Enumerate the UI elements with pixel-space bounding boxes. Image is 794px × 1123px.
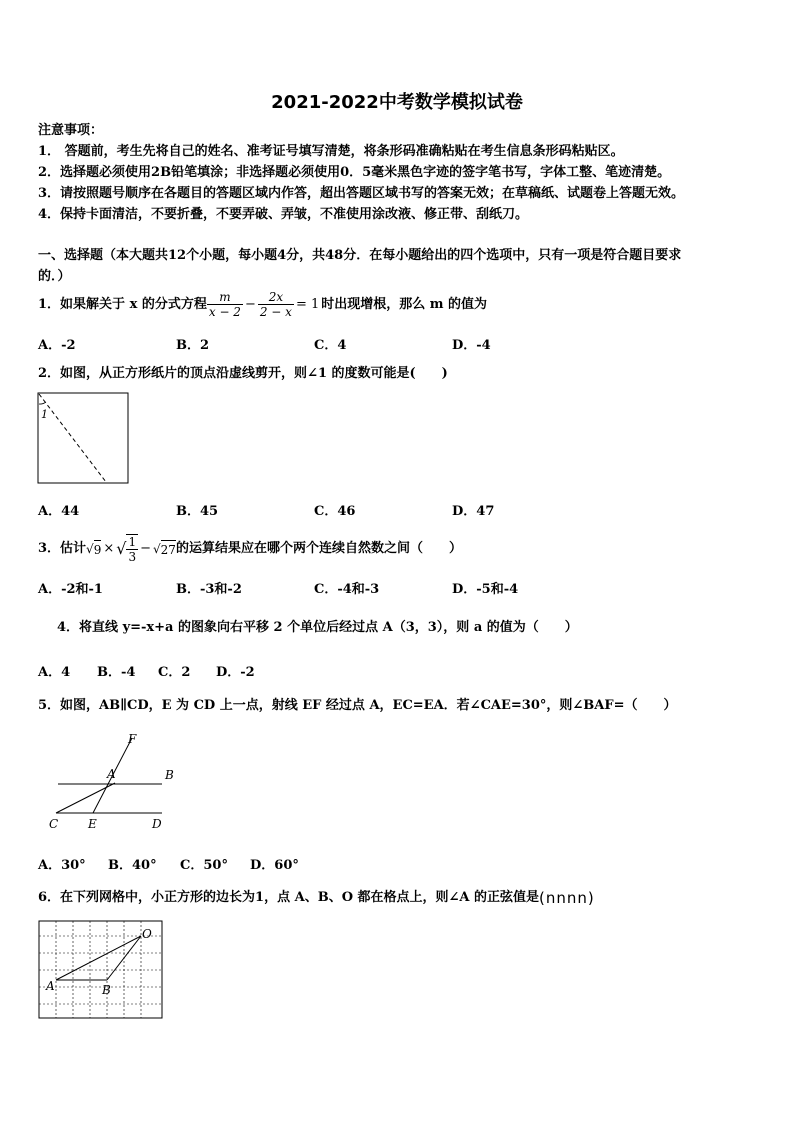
question-2: 2．如图，从正方形纸片的顶点沿虚线剪开，则∠1 的度数可能是( ) [38,366,448,381]
q1-equals: = 1 [295,296,320,312]
section-heading: 一、选择题（本大题共12个小题，每小题4分，共48分．在每小题给出的四个选项中，只有一项是符合题目要求 [38,248,682,263]
q5-option-b: B．40° [108,858,157,873]
q3-radicand-1: 9 [94,540,102,559]
q5-label-a: A [107,767,116,781]
q2-option-c: C．46 [314,504,356,519]
q3-prefix: 3．估计 [38,541,87,556]
question-6 [38,889,595,907]
section-heading-cont: 的．） [38,269,71,284]
q1-minus: − [244,296,256,312]
q6-label-b: B [102,983,111,997]
q6-label-a: A [46,979,55,993]
q5-figure [40,728,190,836]
notice-item: 2．选择题必须使用2B铅笔填涂；非选择题必须使用0．5毫米黑色字迹的签字笔书写，字体工整、笔迹清楚。 [38,165,671,180]
q5-label-b: B [165,768,174,782]
question-1 [38,290,487,319]
q2-square-figure [36,390,132,486]
q3-option-b: B．-3和-2 [176,582,242,597]
q3-frac-denominator: 3 [128,550,137,564]
q4-option-d: D．-2 [216,665,255,680]
q3-times: × [103,541,115,556]
q1-option-a: A．-2 [38,338,76,353]
q5-label-e: E [88,817,97,831]
q2-option-d: D．47 [452,504,495,519]
q1-frac1-numerator: m [207,290,243,305]
q5-option-a: A．30° [38,858,86,873]
q3-frac-numerator: 1 [128,535,137,549]
notice-item: 3．请按照题号顺序在各题目的答题区域内作答，超出答题区域书写的答案无效；在草稿纸、试题卷上答题无效。 [38,186,685,201]
q3-option-a: A．-2和-1 [38,582,103,597]
q6-grid-figure [36,918,166,1022]
q2-square [38,393,128,483]
question-3 [38,534,462,564]
q2-dashed-cut [39,394,106,482]
q6-text: 6．在下列网格中，小正方形的边长为1，点 A、B、O 都在格点上，则∠A 的正弦值是 [38,890,540,905]
q3-option-d: D．-5和-4 [452,582,519,597]
q3-sqrt-9: √ 9 [86,540,101,559]
q1-fraction-2 [258,290,294,319]
page-title: 2021-2022中考数学模拟试卷 [271,92,523,113]
q6-tail: (nnnn) [539,889,595,907]
q1-option-b: B．2 [176,338,210,353]
question-4: 4．将直线 y=-x+a 的图象向右平移 2 个单位后经过点 A（3，3），则 a 的值为（ ） [57,620,578,635]
q1-option-c: C．4 [314,338,347,353]
q5-label-f: F [128,732,137,746]
q2-option-b: B．45 [176,504,219,519]
q2-option-a: A．44 [38,504,80,519]
q4-option-b: B．-4 [97,665,136,680]
q1-fraction-1 [207,290,243,319]
q4-option-c: C．2 [158,665,191,680]
q2-angle-arc [39,402,46,404]
q1-frac2-denominator: 2 − x [259,305,292,319]
q3-radicand-2: 27 [161,540,176,559]
q5-option-d: D．60° [250,858,299,873]
q6-segment-ao [56,936,141,980]
q3-sqrt-27: √ 27 [153,540,176,559]
q1-suffix: 时出现增根，那么 m 的值为 [321,296,488,312]
notice-item: 4．保持卡面清洁，不要折叠，不要弄破、弄皱，不准使用涂改液、修正带、刮纸刀。 [38,207,529,222]
q1-frac1-denominator: x − 2 [208,305,241,319]
q3-minus: − [140,541,151,556]
q5-label-d: D [152,817,162,831]
q5-option-c: C．50° [180,858,228,873]
q3-sqrt-fraction: √ $\frac{1}{3}$ [116,535,137,564]
q1-prefix: 1．如果解关于 x 的分式方程 [38,296,207,312]
q3-option-c: C．-4和-3 [314,582,380,597]
q3-fraction [126,534,138,564]
notice-item: 1． 答题前，考生先将自己的姓名、准考证号填写清楚，将条形码准确粘贴在考生信息条形码粘贴区。 [38,144,624,159]
q2-angle-label: 1 [41,408,48,421]
q6-label-o: O [142,927,152,941]
notice-heading: 注意事项： [38,123,104,138]
q3-suffix: 的运算结果应在哪个两个连续自然数之间（ ） [175,541,462,556]
q1-frac2-numerator: 2x [258,290,294,305]
q4-option-a: A．4 [38,665,71,680]
question-5: 5．如图，AB∥CD，E 为 CD 上一点，射线 EF 经过点 A，EC=EA．若∠CAE=30°，则∠BAF=（ ） [38,698,677,713]
q5-label-c: C [49,817,59,831]
q1-option-d: D．-4 [452,338,491,353]
